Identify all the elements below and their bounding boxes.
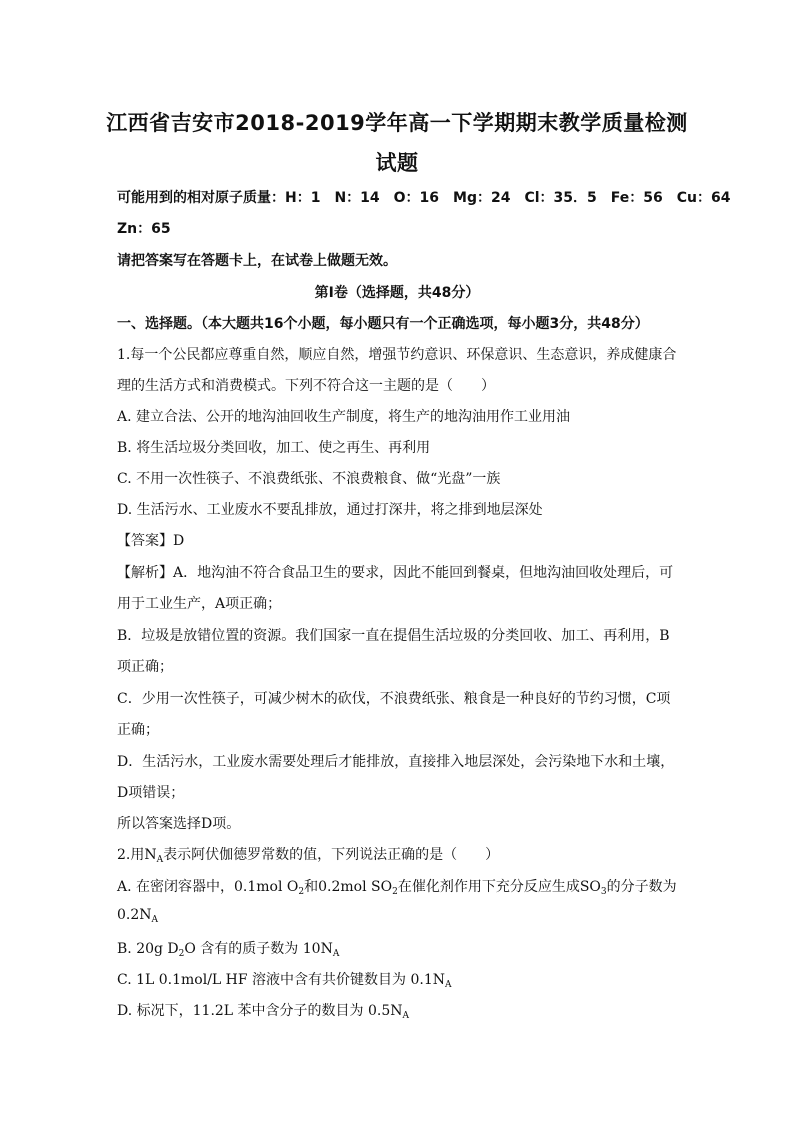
question-1-option-d: D. 生活污水、工业废水不要乱排放，通过打深井，将之排到地层深处 [117,502,543,518]
question-1-option-b: B. 将生活垃圾分类回收，加工、使之再生、再利用 [117,440,431,456]
analysis-line: D．生活污水，工业废水需要处理后才能排放，直接排入地层深处，会污染地下水和土壤， [117,754,675,770]
analysis-line: 用于工业生产，A项正确； [117,596,282,612]
atomic-mass-line-2: Zn：65 [117,221,171,237]
question-2-option-a: A. 在密闭容器中，0.1mol $O_2$和0.2mol $SO_2$在催化剂作用下充分反应生成$SO_3$的分子数为 [117,879,677,897]
section-heading: 一、选择题。（本大题共16个小题，每小题只有一个正确选项，每小题3分，共48分） [117,316,649,332]
instruction-text: 请把答案写在答题卡上，在试卷上做题无效。 [117,253,397,269]
question-1-stem-2: 理的生活方式和消费模式。下列不符合这一主题的是（ ） [117,378,495,394]
document-title: 江西省吉安市2018-2019学年高一下学期期末教学质量检测 [106,111,688,135]
question-1-stem: 1.每一个公民都应尊重自然，顺应自然，增强节约意识、环保意识、生态意识，养成健康合 [117,347,677,363]
question-1-option-c: C. 不用一次性筷子、不浪费纸张、不浪费粮食、做“光盘”一族 [117,471,501,487]
analysis-line: C．少用一次性筷子，可减少树木的砍伐，不浪费纸张、粮食是一种良好的节约习惯，C项 [117,691,671,707]
analysis-line: 【解析】A．地沟油不符合食品卫生的要求，因此不能回到餐桌，但地沟油回收处理后，可 [117,565,674,581]
question-2-option-a-cont: $0.2N_A$ [117,907,159,925]
atomic-mass-line: 可能用到的相对原子质量：H：1 N：14 O：16 Mg：24 Cl：35．5 Fe：56 Cu：64 [117,190,731,206]
question-2-option-c: C. 1L 0.1mol/L HF 溶液中含有共价键数目为 $0.1N_A$ [117,972,452,990]
question-2-option-d: D. 标况下，11.2L 苯中含分子的数目为 $0.5N_A$ [117,1003,410,1021]
question-2-stem: 2.用$N_A$表示阿伏伽德罗常数的值，下列说法正确的是（ ） [117,847,500,865]
analysis-line: 正确； [117,722,159,738]
analysis-line: D项错误； [117,785,185,801]
analysis-conclusion: 所以答案选择D项。 [117,816,241,832]
volume-heading: 第Ⅰ卷（选择题，共48分） [314,285,480,301]
question-2-option-b: B. 20g $D_2O$ 含有的质子数为 $10N_A$ [117,941,340,959]
analysis-line: B．垃圾是放错位置的资源。我们国家一直在提倡生活垃圾的分类回收、加工、再利用，B [117,628,670,644]
document-title-line2: 试题 [375,151,419,175]
question-1-answer: 【答案】D [117,533,185,549]
analysis-line: 项正确； [117,659,173,675]
question-1-option-a: A. 建立合法、公开的地沟油回收生产制度，将生产的地沟油用作工业用油 [117,409,571,425]
